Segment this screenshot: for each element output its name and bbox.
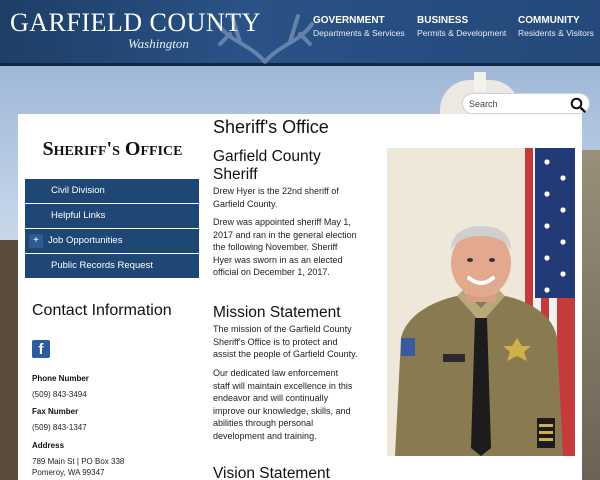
text-line: The mission of the Garfield County xyxy=(213,324,352,334)
expand-plus-icon[interactable]: + xyxy=(29,234,43,248)
text-line: the following November. Sheriff xyxy=(213,242,338,252)
nav-community[interactable] xyxy=(518,15,594,39)
phone-label: Phone Number xyxy=(32,374,89,383)
nav-business[interactable] xyxy=(417,15,506,39)
sidebar-item-job-opportunities[interactable] xyxy=(25,229,199,254)
background-spire xyxy=(474,72,486,92)
text-line: endeavor and will continually xyxy=(213,393,329,403)
sidebar-item-label: Public Records Request xyxy=(51,260,153,271)
sidebar-item-label: Job Opportunities xyxy=(48,235,123,246)
fax-label: Fax Number xyxy=(32,407,79,416)
search-icon[interactable] xyxy=(570,97,586,113)
nav-business-title: BUSINESS xyxy=(417,15,469,26)
sheriff-heading-line-1: Garfield County xyxy=(213,148,321,165)
vision-heading: Vision Statement xyxy=(213,465,330,480)
sidebar-menu xyxy=(25,179,199,279)
sidebar-item-label: Civil Division xyxy=(51,185,105,196)
text-line: 2017 and ran in the general election xyxy=(213,229,357,240)
background-tree-right xyxy=(582,150,600,480)
nav-community-title: COMMUNITY xyxy=(518,15,580,26)
text-line: development and training. xyxy=(213,430,317,441)
nav-government-title: GOVERNMENT xyxy=(313,15,385,26)
fax-number: (509) 843-1347 xyxy=(32,423,87,432)
text-line: Drew was appointed sheriff May 1, xyxy=(213,217,351,227)
sidebar-item-civil-division[interactable] xyxy=(25,179,199,204)
text-line: Drew Hyer is the 22nd sheriff of xyxy=(213,186,339,196)
phone-number[interactable]: (509) 843-3494 xyxy=(32,390,87,399)
mission-paragraph-1 xyxy=(213,323,381,361)
site-logo-subtitle: Washington xyxy=(128,36,189,51)
address-label: Address xyxy=(32,441,65,450)
contact-heading: Contact Information xyxy=(32,302,172,319)
text-line: assist the people of Garfield County. xyxy=(213,349,358,359)
site-header xyxy=(0,0,600,66)
page-title: Sheriff's Office xyxy=(213,117,329,137)
sidebar-item-helpful-links[interactable] xyxy=(25,204,199,229)
sheriff-bio-paragraph xyxy=(213,216,381,279)
sheriff-heading-line-2: Sheriff xyxy=(213,166,258,183)
sidebar-item-label: Helpful Links xyxy=(51,210,106,221)
text-line: official on December 1, 2017. xyxy=(213,267,330,277)
text-line: Garfield County. xyxy=(213,198,278,209)
text-line: Hyer was sworn in as an elected xyxy=(213,254,343,265)
sheriff-portrait-photo xyxy=(387,148,575,456)
antlers-logo-icon xyxy=(210,4,320,64)
sidebar-item-public-records[interactable] xyxy=(25,254,199,279)
nav-business-subtitle: Permits & Development xyxy=(417,28,507,38)
text-line: abilities through personal xyxy=(213,418,314,428)
background-tree-left xyxy=(0,240,18,480)
site-logo-title[interactable]: GARFIELD COUNTY xyxy=(10,8,261,37)
nav-government[interactable] xyxy=(313,15,405,39)
text-line: staff will maintain excellence in this xyxy=(213,380,353,391)
text-line: Our dedicated law enforcement xyxy=(213,368,339,378)
mission-heading: Mission Statement xyxy=(213,304,341,321)
text-line: improve our knowledge, skills, and xyxy=(213,405,351,416)
mission-paragraph-2 xyxy=(213,367,381,442)
search-input[interactable] xyxy=(469,97,564,111)
address-line-1: 789 Main St | PO Box 338 xyxy=(32,457,125,466)
facebook-icon[interactable]: f xyxy=(32,340,50,358)
sidebar-title: Sheriff's Office xyxy=(42,138,183,160)
text-line: Sheriff's Office is to protect and xyxy=(213,336,338,347)
nav-government-subtitle: Departments & Services xyxy=(313,28,405,38)
nav-community-subtitle: Residents & Visitors xyxy=(518,28,594,38)
address-line-2: Pomeroy, WA 99347 xyxy=(32,468,105,477)
sheriff-intro-paragraph xyxy=(213,185,381,210)
search-box xyxy=(462,93,590,114)
